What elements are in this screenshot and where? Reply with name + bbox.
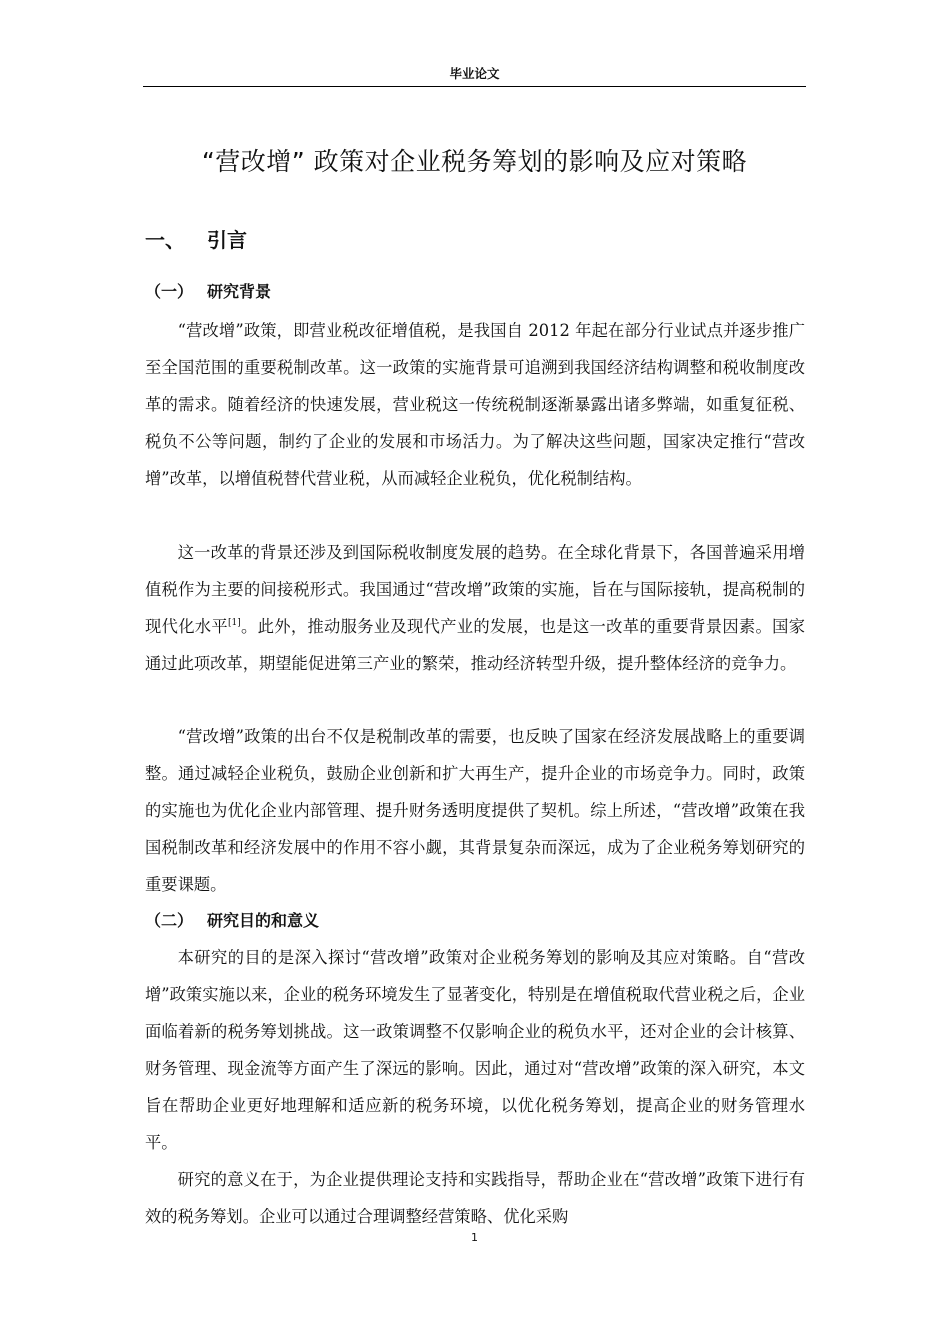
section-title: 引言 — [207, 228, 247, 252]
paragraph-background-2: 这一改革的背景还涉及到国际税收制度发展的趋势。在全球化背景下，各国普遍采用增值税作为主要的间接税形式。我国通过“营改增”政策的实施，旨在与国际接轨，提高税制的现代化水平[1]。此外，推动服务业及现代产业的发展，也是这一改革的重要背景因素。国家通过此项改革，期望能促进第三产业的繁荣，推动经济转型升级，提升整体经济的竞争力。 — [145, 543, 805, 673]
running-header: 毕业论文 — [449, 66, 500, 81]
subsection-title: 研究背景 — [207, 282, 272, 301]
subsection-number: （二） — [145, 911, 194, 930]
section-heading-introduction — [145, 224, 247, 253]
subsection-heading-purpose — [145, 908, 319, 931]
subsection-title: 研究目的和意义 — [207, 911, 320, 930]
paper-title: “营改增” 政策对企业税务筹划的影响及应对策略 — [201, 147, 748, 176]
paragraph-purpose-2: 研究的意义在于，为企业提供理论支持和实践指导，帮助企业在“营改增”政策下进行有效的税务筹划。企业可以通过合理调整经营策略、优化采购 — [145, 1170, 805, 1226]
section-number: 一、 — [145, 228, 185, 252]
citation-ref: [1] — [227, 618, 241, 628]
page-number: 1 — [471, 1231, 478, 1244]
subsection-heading-background — [145, 279, 271, 302]
subsection-number: （一） — [145, 282, 194, 301]
paragraph-purpose-1: 本研究的目的是深入探讨“营改增”政策对企业税务筹划的影响及其应对策略。自“营改增”政策实施以来，企业的税务环境发生了显著变化，特别是在增值税取代营业税之后，企业面临着新的税务筹划挑战。这一政策调整不仅影响企业的税负水平，还对企业的会计核算、财务管理、现金流等方面产生了深远的影响。因此，通过对“营改增”政策的深入研究，本文旨在帮助企业更好地理解和适应新的税务环境，以优化税务筹划，提高企业的财务管理水平。 — [145, 948, 805, 1152]
paragraph-background-3: “营改增”政策的出台不仅是税制改革的需要，也反映了国家在经济发展战略上的重要调整。通过减轻企业税负，鼓励企业创新和扩大再生产，提升企业的市场竞争力。同时，政策的实施也为优化企业内部管理、提升财务透明度提供了契机。综上所述，“营改增”政策在我国税制改革和经济发展中的作用不容小觑，其背景复杂而深远，成为了企业税务筹划研究的重要课题。 — [145, 727, 805, 894]
header-divider — [143, 86, 806, 87]
paragraph-background-1: “营改增”政策，即营业税改征增值税，是我国自 2012 年起在部分行业试点并逐步推广至全国范围的重要税制改革。这一政策的实施背景可追溯到我国经济结构调整和税收制度改革的需求。随着经济的快速发展，营业税这一传统税制逐渐暴露出诸多弊端，如重复征税、税负不公等问题，制约了企业的发展和市场活力。为了解决这些问题，国家决定推行“营改增”改革，以增值税替代营业税，从而减轻企业税负，优化税制结构。 — [145, 321, 805, 488]
